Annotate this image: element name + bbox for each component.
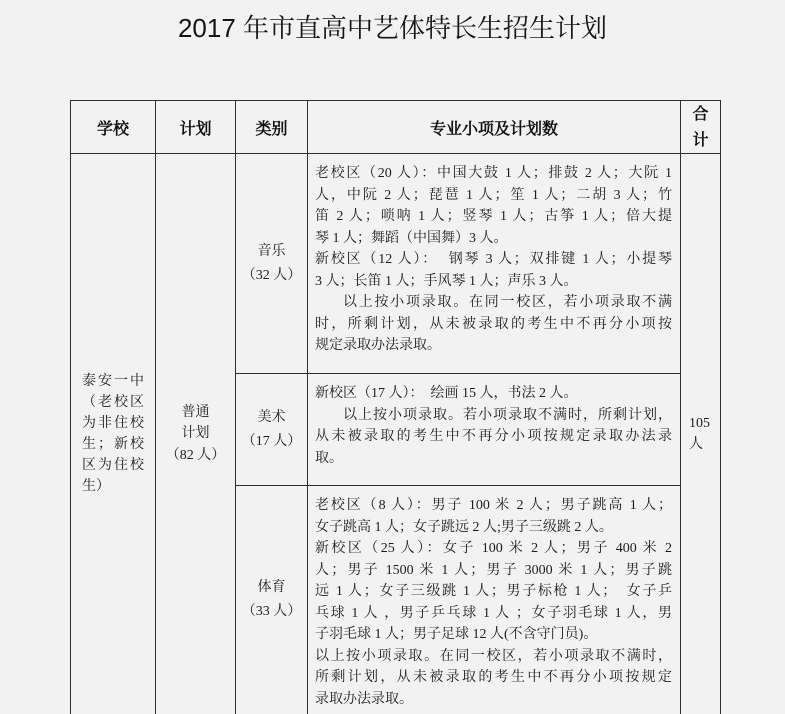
school-name: 泰安一中（老校区为非住校生；新校区为住校生） — [82, 373, 144, 494]
plan-cell — [156, 154, 236, 714]
detail-line: 时，所剩计划，从未被录取的考生中不再分小项按 — [315, 316, 672, 332]
detail-line: 3 人；长笛 1 人；手风琴 1 人；声乐 3 人。 — [315, 273, 578, 289]
header-total: 合计 — [681, 101, 721, 154]
detail-line: 老校区（8 人）：男子 100 米 2 人；男子跳高 1 人； — [315, 498, 672, 513]
plan-count: （82 人） — [165, 447, 226, 463]
total-value: 105 人 — [689, 415, 710, 452]
header-category: 类别 — [236, 101, 308, 154]
details-cell-sports — [308, 486, 681, 714]
detail-line: 所剩计划，从未被录取的考生中不再分小项按规定 — [315, 670, 672, 685]
details-cell-music — [308, 154, 681, 374]
detail-line: 新校区（17 人）： 绘画 15 人，书法 2 人。 — [315, 386, 578, 401]
detail-line: 从未被录取的考生中不再分小项按规定录取办法录 — [315, 429, 672, 444]
header-details: 专业小项及计划数 — [308, 101, 681, 154]
detail-line: 子羽毛球 1 人；男子足球 12 人(不含守门员)。 — [315, 627, 598, 642]
header-school: 学校 — [71, 101, 156, 154]
detail-line: 新校区（25 人）：女子 100 米 2 人；男子 400 米 2 — [315, 541, 672, 556]
category-cell-art — [236, 374, 308, 486]
detail-line: 规定录取办法录取。 — [315, 338, 441, 353]
detail-line: 新校区（12 人）： 钢琴 3 人；双排键 1 人；小提琴 — [315, 252, 672, 267]
table-header-row — [71, 101, 721, 154]
detail-line: 取。 — [315, 450, 343, 466]
detail-line: 以上按小项录取。若小项录取不满时，所剩计划， — [343, 407, 672, 423]
detail-line: 笛 2 人；唢呐 1 人；竖琴 1 人；古筝 1 人；倍大提 — [315, 209, 672, 224]
enrollment-plan-table — [70, 100, 721, 714]
page-title: 2017 年市直高中艺体特长生招生计划 — [177, 13, 608, 43]
category-count: （17 人） — [241, 433, 302, 449]
details-cell-art — [308, 374, 681, 486]
header-plan: 计划 — [156, 101, 236, 154]
table-row-music — [71, 154, 721, 374]
detail-line: 远 1 人；女子三级跳 1 人；男子标枪 1 人； 女子乒 — [315, 584, 672, 599]
plan-name: 普通计划 — [181, 404, 210, 441]
category-count: （32 人） — [241, 267, 302, 283]
category-cell-music — [236, 154, 308, 374]
total-cell — [681, 154, 721, 714]
detail-line: 琴 1 人；舞蹈（中国舞）3 人。 — [315, 230, 508, 246]
category-name: 美术 — [257, 409, 286, 425]
detail-line: 乓球 1 人 ，男子乒乓球 1 人 ；女子羽毛球 1 人，男 — [315, 605, 672, 621]
category-name: 音乐 — [257, 243, 286, 259]
detail-line: 人，中阮 2 人；琵琶 1 人；笙 1 人；二胡 3 人；竹 — [315, 187, 672, 203]
detail-line: 录取办法录取。 — [315, 691, 413, 707]
category-name: 体育 — [257, 579, 286, 595]
detail-line: 人；男子 1500 米 1 人；男子 3000 米 1 人；男子跳 — [315, 562, 672, 578]
detail-line: 以上按小项录取。在同一校区，若小项录取不满时， — [315, 648, 672, 664]
detail-line: 以上按小项录取。在同一校区，若小项录取不满 — [343, 295, 672, 310]
school-cell — [71, 154, 156, 714]
category-cell-sports — [236, 486, 308, 714]
detail-line: 老校区（20 人）：中国大鼓 1 人；排鼓 2 人；大阮 1 — [315, 166, 672, 181]
detail-line: 女子跳高 1 人；女子跳远 2 人;男子三级跳 2 人。 — [315, 519, 613, 535]
category-count: （33 人） — [241, 603, 302, 619]
